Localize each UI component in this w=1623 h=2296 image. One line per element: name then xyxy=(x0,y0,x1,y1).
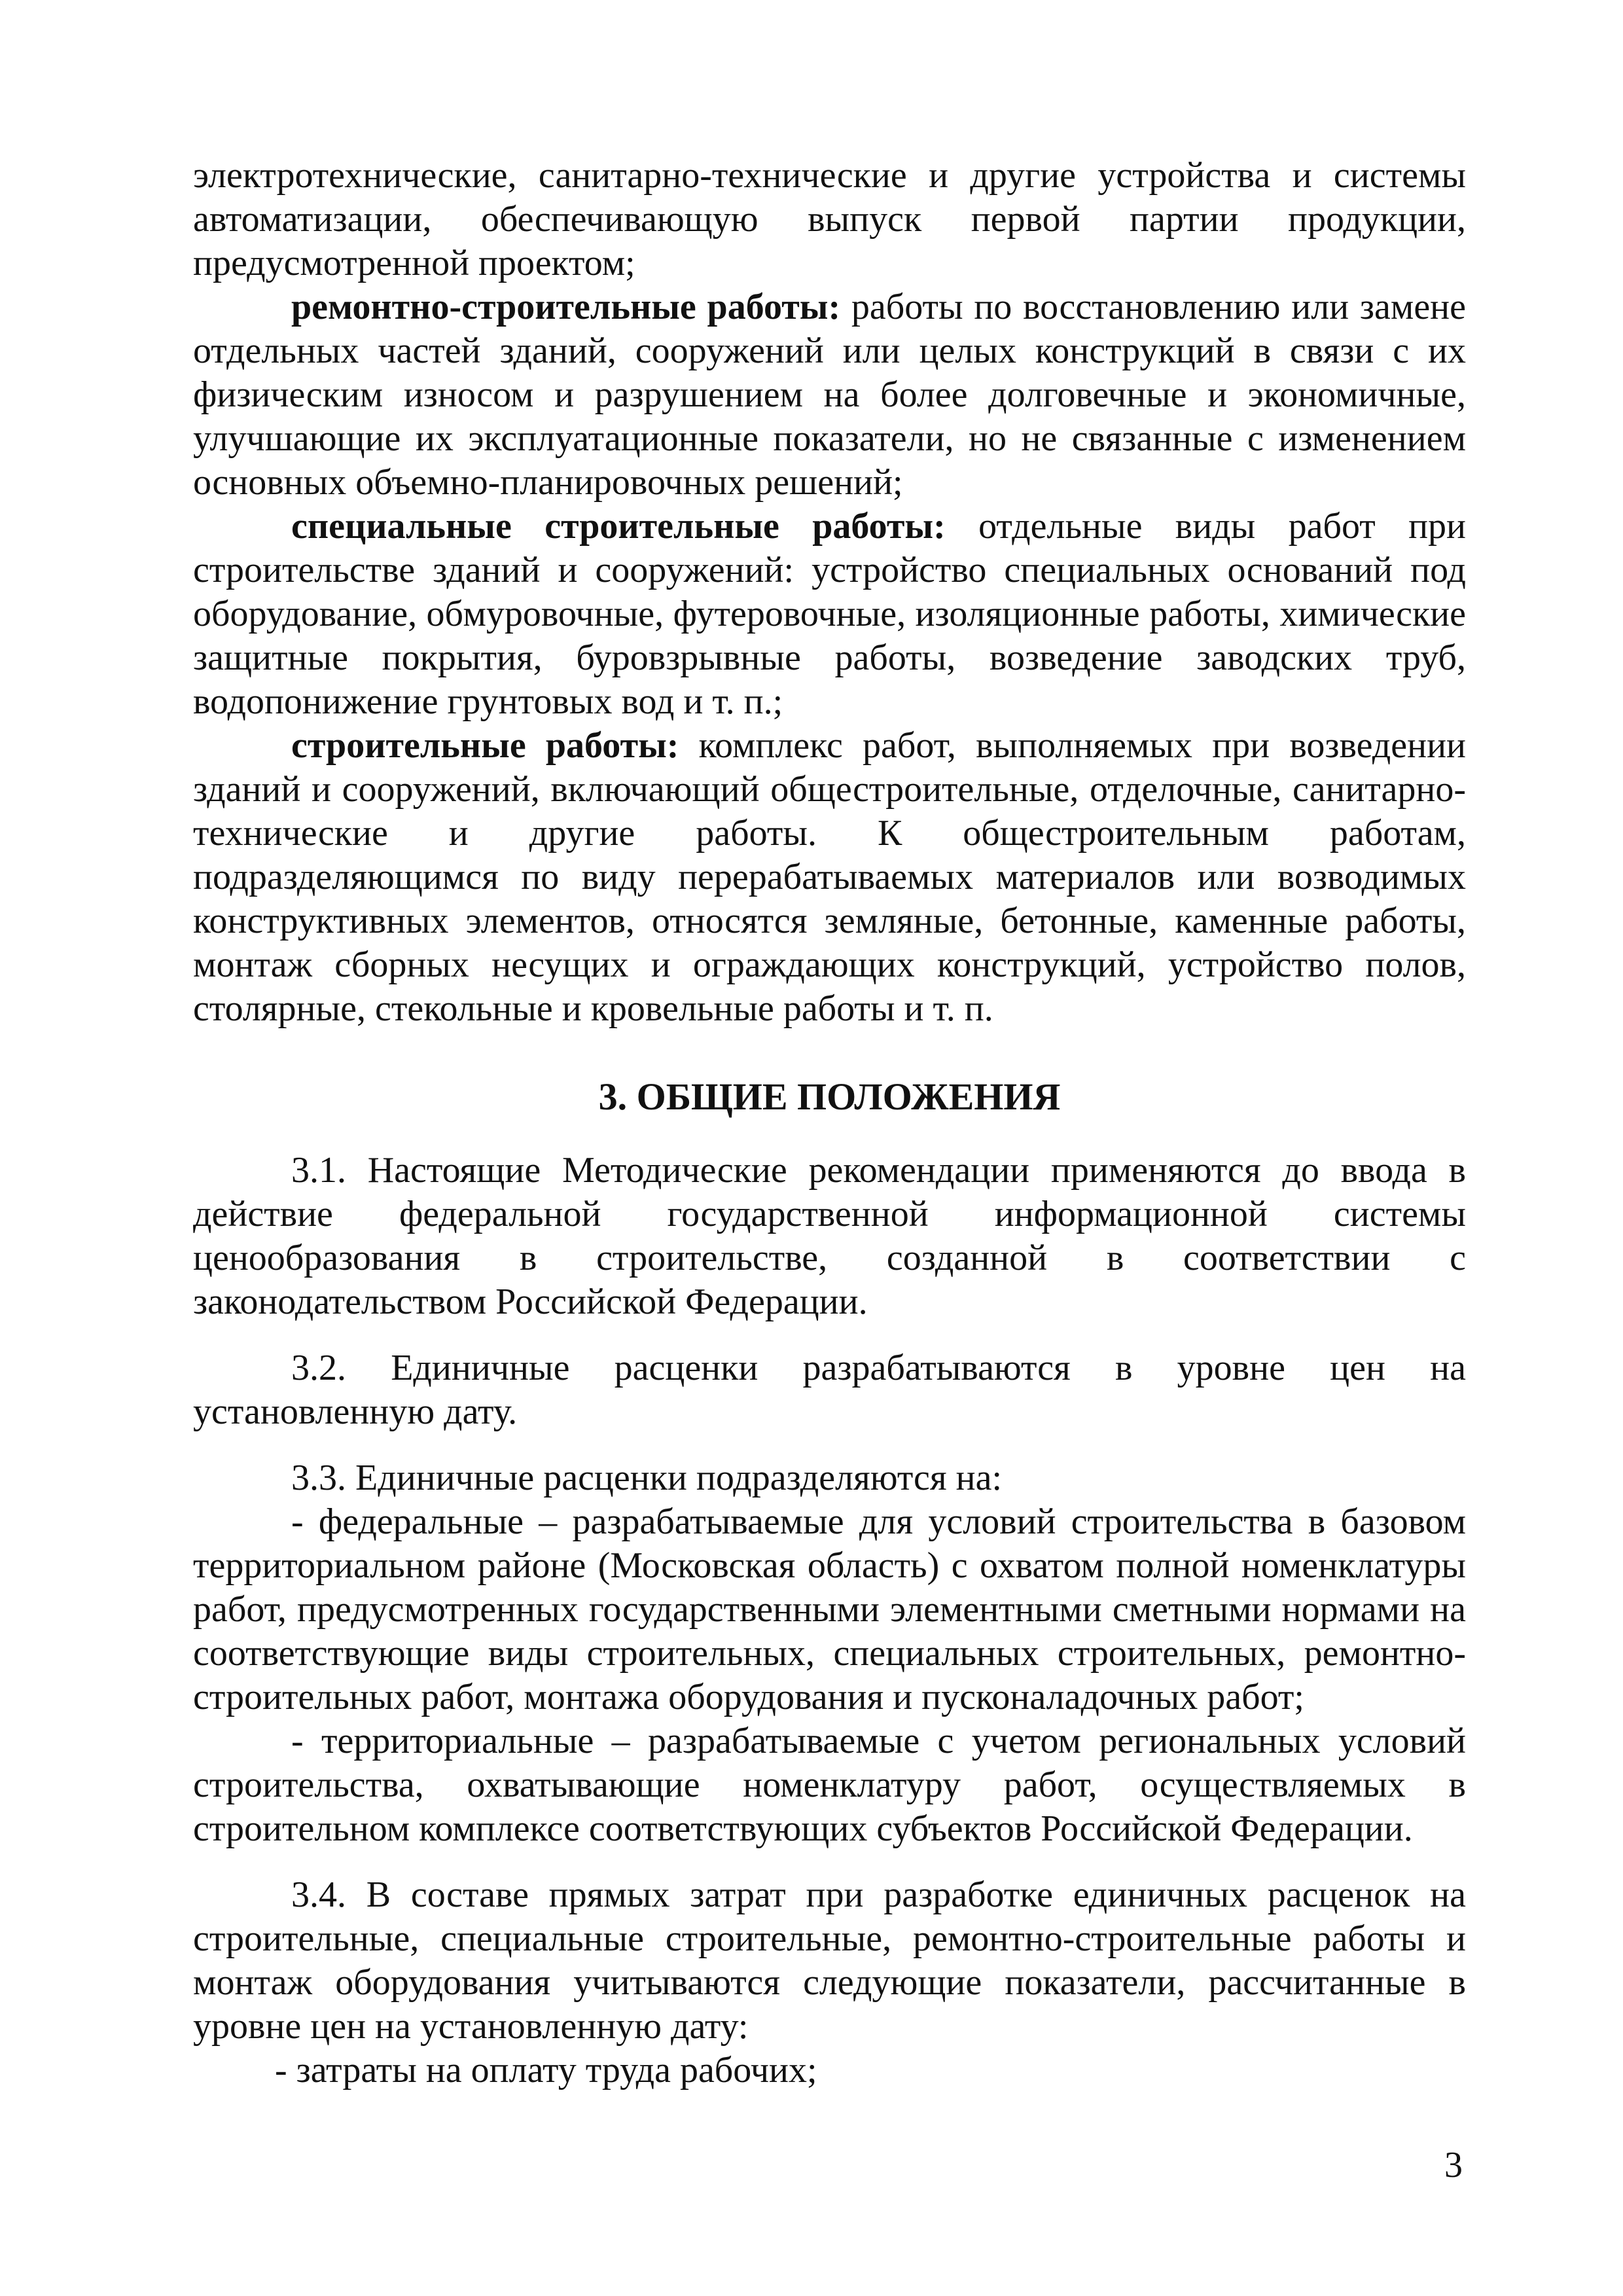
clause-3-2: 3.2. Единичные расценки разрабатываются в уровне цен на установленную дату. xyxy=(193,1348,1466,1432)
definition-repair-construction xyxy=(193,285,1466,505)
clause-3-4: 3.4. В составе прямых затрат при разработке единичных расценок на строительные, специальные строительные, ремонтно-строительные работы и монтаж оборудования учитываются следующие показатели, рассчитанные в уровне цен на установленную дату: xyxy=(193,1874,1466,2047)
clause-3-4-item: - затраты на оплату труда рабочих; xyxy=(275,2050,817,2090)
definition-text: работы по восстановлению или замене отдельных частей зданий, сооружений или целых конструкций в связи с их физическим износом и разрушением на более долговечные и экономичные, улучшающие их эксплуатационные показатели, но не связанные с изменением основных объемно-планировочных решений; xyxy=(193,287,1466,503)
continuation-paragraph: электротехнические, санитарно-технические и другие устройства и системы автоматизации, обеспечивающую выпуск первой партии продукции, предусмотренной проектом; xyxy=(193,155,1466,283)
clause-3-3-federal: - федеральные – разрабатываемые для условий строительства в базовом территориальном районе (Московская область) с охватом полной номенклатуры работ, предусмотренных государственными элементными сметными нормами на соответствующие виды строительных, специальных строительных, ремонтно-строительных работ, монтажа оборудования и пусконаладочных работ; xyxy=(193,1501,1466,1717)
definition-construction-works xyxy=(193,724,1466,1031)
clause-3-1: 3.1. Настоящие Методические рекомендации применяются до ввода в действие федеральной государственной информационной системы ценообразования в строительстве, созданной в соответствии с законодательством Российской Федерации. xyxy=(193,1150,1466,1322)
definition-text: комплекс работ, выполняемых при возведении зданий и сооружений, включающий общестроительные, отделочные, санитарно-технические и другие работы. К общестроительным работам, подразделяющимся по виду перерабатываемых материалов или возводимых конструктивных элементов, относятся земляные, бетонные, каменные работы, монтаж сборных несущих и ограждающих конструкций, устройство полов, столярные, стекольные и кровельные работы и т. п. xyxy=(193,725,1466,1029)
definition-term: специальные строительные работы: xyxy=(291,506,946,547)
page-number: 3 xyxy=(1444,2145,1463,2185)
section-title: 3. ОБЩИЕ ПОЛОЖЕНИЯ xyxy=(598,1075,1061,1118)
clause-3-3: 3.3. Единичные расценки подразделяются на: xyxy=(291,1458,1003,1498)
document-page xyxy=(193,154,1466,2092)
definition-term: ремонтно-строительные работы: xyxy=(291,287,841,327)
clause-3-3-territorial: - территориальные – разрабатываемые с учетом региональных условий строительства, охватывающие номенклатуру работ, осуществляемых в строительном комплексе соответствующих субъектов Российской Федерации. xyxy=(193,1721,1466,1849)
definition-text: отдельные виды работ при строительстве зданий и сооружений: устройство специальных оснований под оборудование, обмуровочные, футеровочные, изоляционные работы, химические защитные покрытия, буровзрывные работы, возведение заводских труб, водопонижение грунтовых вод и т. п.; xyxy=(193,506,1467,722)
definition-special-construction xyxy=(193,505,1466,724)
definition-term: строительные работы: xyxy=(291,725,679,766)
